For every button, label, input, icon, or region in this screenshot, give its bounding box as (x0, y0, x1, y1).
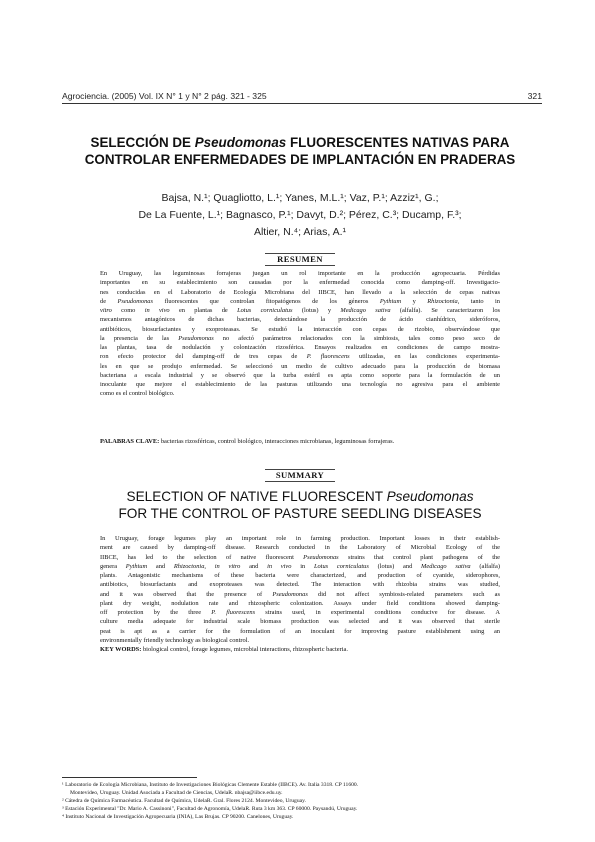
summary-line: environmentally friendly technology as biological control. (100, 636, 250, 644)
resumen-rule-bottom (265, 265, 335, 266)
summary-keywords (100, 645, 500, 654)
authors-line-1: Bajsa, N.¹; Quagliotto, L.¹; Yanes, M.L.¹; Vaz, P.¹; Azziz¹, G.; (161, 192, 439, 204)
summary-line: ment are caused by damping-off disease. Research conducted in the Laboratory of Microbial Ecology of the (100, 544, 500, 552)
resumen-line: vitro como in vivo en plantas de Lotus corniculatus (lotus) y Medicago sativa (alfalfa). Se caracterizaron los (100, 307, 500, 314)
summary-heading: SUMMARY (275, 470, 325, 480)
keywords-label-es: PALABRAS CLAVE: (100, 438, 160, 445)
summary-line: IIBCE, has led to the selection of native fluorescent Pseudomonas strains that control plant pathogens of the (100, 553, 500, 561)
resumen-line: En Uruguay, las leguminosas forrajeras juegan un rol importante en la producción agropecuaria. Pérdidas (100, 270, 500, 277)
summary-line: antibiotics, biosurfactants and exoproteases was detected. The interaction with rhizobia strains was studied, (100, 581, 500, 589)
resumen-keywords (100, 437, 500, 446)
summary-line: In Uruguay, forage legumes play an important role in farming production. Important losses in their establish- (100, 535, 500, 542)
summary-line: plant dry weight, nodulation rate and rhizospheric colonization. Assays under field conditions showed damping- (100, 599, 500, 607)
resumen-body (100, 269, 500, 399)
footnote-rule (62, 777, 197, 778)
resumen-line: ron efecto protector del damping-off de tres cepas de P. fluorescens utilizadas, en las condiciones experimenta- (100, 353, 500, 361)
summary-line: genera Pythium and Rhizoctonia, in vitro and in vivo in Lotus corniculatus (lotus) and Medicago sativa (alfalfa) (100, 562, 500, 570)
en-title-genus-italic: Pseudomonas (386, 489, 474, 504)
resumen-line: como es el control biológico. (100, 390, 175, 398)
authors-line-3: Altier, N.⁴; Arias, A.¹ (253, 226, 347, 238)
title-genus-italic: Pseudomonas (194, 135, 287, 150)
keywords-label-en: KEY WORDS: (100, 646, 142, 653)
authors-line-2: De La Fuente, L.¹; Bagnasco, P.¹; Davyt, D.²; Pérez, C.³; Ducamp, F.³; (138, 209, 462, 221)
journal-citation: Agrociencia. (2005) Vol. IX N° 1 y N° 2 pág. 321 - 325 (62, 91, 267, 101)
resumen-line: antibióticos, biosurfactantes y exoproteasas. Se estudió la interacción con cepas de rizobio, observándose que (100, 325, 500, 333)
author-list (60, 190, 540, 241)
header-rule (62, 103, 542, 104)
summary-line: plants. Antagonistic mechanisms of these bacteria were characterized, and production of cyanide, siderophores, (100, 572, 500, 579)
en-title-line-1: SELECTION OF NATIVE FLUORESCENT Pseudomonas (126, 489, 474, 504)
page-number: 321 (527, 91, 542, 101)
resumen-line: les en que se produjo enfermedad. Se seleccionó un medio de cultivo adecuado para la producción de biomasa (100, 362, 500, 370)
title-line-2: CONTROLAR ENFERMEDADES DE IMPLANTACIÓN EN PRADERAS (84, 152, 516, 167)
resumen-line: mecanismos antagónicos de dichas bacterias, detectándose la producción de ácido cianhídrico, sideróforos, (100, 316, 500, 324)
summary-line: off protection by the three P. fluorescens strains used, in experimental conditions conducive for disease. A (100, 609, 500, 616)
resumen-heading: RESUMEN (277, 254, 323, 264)
summary-line: culture media adequate for industrial scale biomass production was selected and it was observed that sterile (100, 618, 500, 626)
summary-line: and it was observed that the presence of Pseudomonas did not affect symbiosis-related parameters such as (100, 590, 500, 598)
footnote-line: ¹ Laboratorio de Ecología Microbiana, Instituto de Investigaciones Biológicas Clemente Estable (IIBCE). Av. Italia 3318. CP 11600. (62, 782, 359, 788)
footnote-line: ⁴ Instituto Nacional de Investigación Agropecuaria (INIA), Las Brujas. CP 90200. Canelones, Uruguay. (62, 814, 294, 821)
summary-rule-bottom (265, 481, 335, 482)
footnotes (62, 781, 542, 821)
resumen-line: las plantas, tasa de nodulación y colonización rizosférica. Ensayos realizados en condiciones de campo mostra- (100, 344, 500, 351)
resumen-line: inoculante que mejore el establecimiento de las pasturas utilizando una tecnología no agresiva para el ambiente (100, 381, 500, 388)
article-title-es (40, 134, 560, 168)
resumen-line: la presencia de las Pseudomonas no afectó parámetros relacionados con la simbiosis, tales como peso seco de (100, 334, 500, 342)
summary-body (100, 534, 500, 645)
footnote-line: Montevideo, Uruguay. Unidad Asociada a Facultad de Ciencias, UdelaR. nbajsa@iibce.edu.uy. (70, 790, 283, 797)
title-line-1: SELECCIÓN DE Pseudomonas FLUORESCENTES NATIVAS PARA (90, 135, 510, 150)
summary-line: peat is apt as a carrier for the formulation of an inoculant for improving pasture establishment using an (100, 627, 500, 635)
en-title-line-2: FOR THE CONTROL OF PASTURE SEEDLING DISEASES (118, 506, 482, 521)
resumen-line: bacteriana a escala industrial y se observó que la turba estéril es apta como soporte para la formulación de un (100, 371, 500, 379)
keywords-en: biological control, forage legumes, microbial interactions, rhizospheric bacteria. (142, 646, 348, 653)
article-title-en (60, 488, 540, 522)
keywords-es: bacterias rizosféricas, control biológico, interacciones microbianas, leguminosas forrajeras. (160, 438, 395, 445)
footnote-line: ² Cátedra de Química Farmacéutica. Facultad de Química, UdelaR. Gral. Flores 2124. Montevideo, Uruguay. (62, 798, 306, 805)
footnote-line: ³ Estación Experimental "Dr. Mario A. Cassinoni", Facultad de Agronomía, UdelaR. Ruta 3 km 363. CP 60000. Paysandú, Uruguay. (62, 806, 358, 813)
resumen-line: de Pseudomonas fluorescentes que controlan fitopatógenos de los géneros Pythium y Rhizoctonia, tanto in (100, 297, 500, 305)
resumen-line: importantes en su establecimiento son causadas por la enfermedad conocida como damping-off. Investigacio- (100, 279, 500, 287)
resumen-line: nes conducidas en el Laboratorio de Ecología Microbiana del IIBCE, han llevado a la selección de cepas nativas (100, 288, 500, 296)
